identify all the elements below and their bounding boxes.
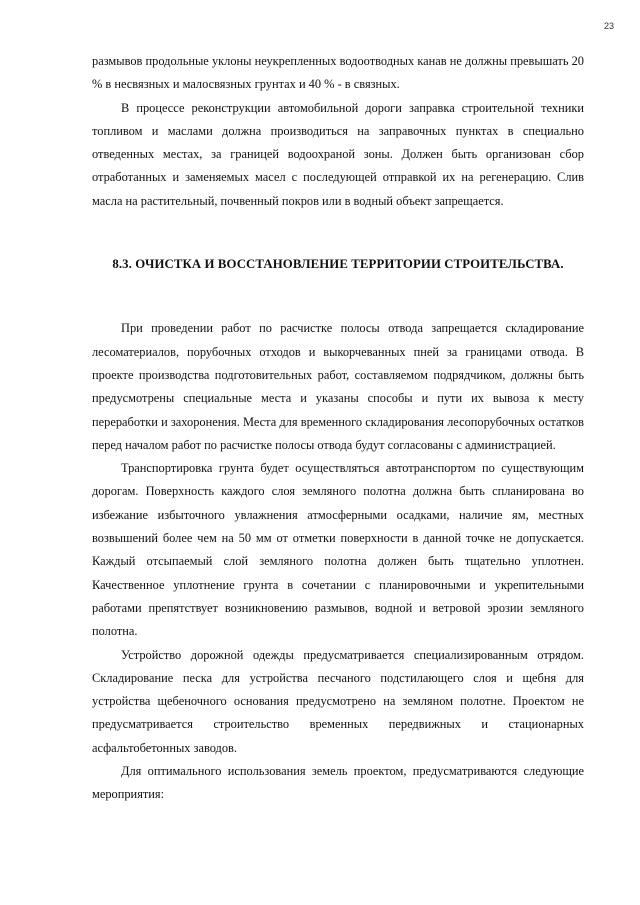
paragraph-drainage-slopes: размывов продольные уклоны неукрепленных водоотводных канав не должны превышать 20 % в несвязных и малосвязных грунтах и 40 % - в связных.: [92, 54, 584, 92]
paragraph-soil-transport: Транспортировка грунта будет осуществляться автотранспортом по существующим дорогам. Поверхность каждого слоя земляного полотна должна быть спланирована во избежание избыточного увлажнения атмосферными осадками, наличие ям, местных возвышений более чем на 50 мм от отметки поверхности в данной точке не допускается. Каждый отсыпаемый слой земляного полотна должен быть тщательно уплотнен. Качественное уплотнение грунта в сочетании с планировочными и укрепительными работами препятствует возникновению размывов, водной и ветровой эрозии земляного полотна.: [92, 461, 584, 639]
page-number: 23: [603, 21, 614, 31]
paragraph-fuel-refilling: В процессе реконструкции автомобильной дороги заправка строительной техники топливом и маслами должна производиться на заправочных пунктах в специально отведенных местах, за границей водоохраной зоны. Должен быть организован сбор отработанных и заменяемых масел с последующей отправкой их на регенерацию. Слив масла на растительный, почвенный покров или в водный объект запрещается.: [92, 100, 584, 208]
section-heading: 8.3. ОЧИСТКА И ВОССТАНОВЛЕНИЕ ТЕРРИТОРИИ СТРОИТЕЛЬСТВА.: [112, 257, 564, 272]
paragraph-land-use-measures: Для оптимального использования земель проектом, предусматриваются следующие мероприятия:: [92, 764, 584, 802]
paragraph-clearing-strip: При проведении работ по расчистке полосы отвода запрещается складирование лесоматериалов, порубочных отходов и выкорчеванных пней за границами отвода. В проекте производства подготовительных работ, составляемом подрядчиком, должны быть предусмотрены специальные места и указаны способы и пути их вывоза к месту переработки и захоронения. Места для временного складирования лесопорубочных остатков перед началом работ по расчистке полосы отвода будут согласованы с администрацией.: [92, 321, 584, 452]
paragraph-road-pavement: Устройство дорожной одежды предусматривается специализированным отрядом. Складирование песка для устройства песчаного подстилающего слоя и щебня для устройства щебеночного основания предусмотрено на земляном полотне. Проектом не предусматривается строительство временных передвижных и стационарных асфальтобетонных заводов.: [92, 647, 584, 755]
document-body: [92, 50, 584, 807]
